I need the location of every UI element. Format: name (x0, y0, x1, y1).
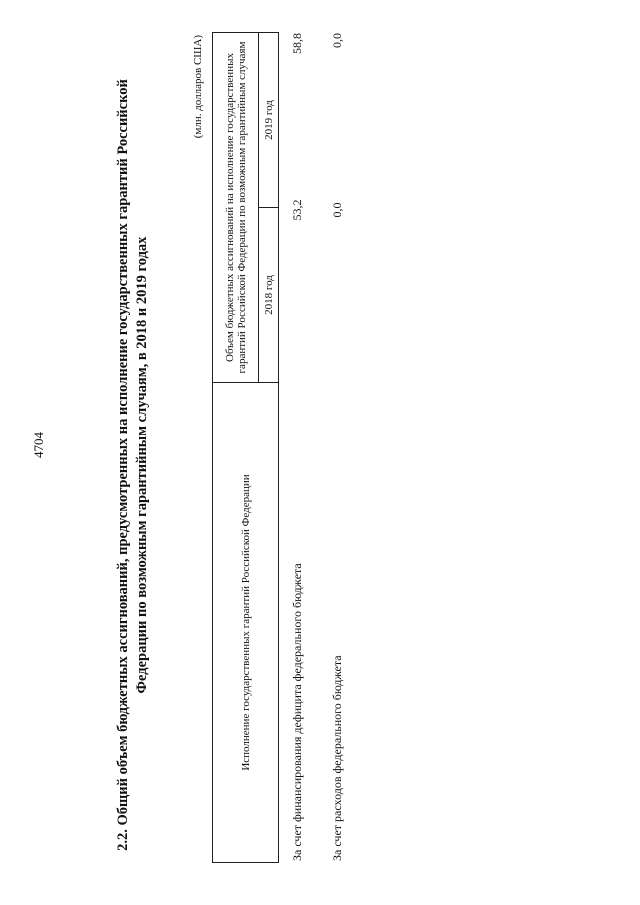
table-row (290, 33, 310, 863)
column-header-2019: 2019 год (259, 32, 279, 207)
value-2019: 0,0 (330, 33, 344, 48)
header-table (212, 32, 279, 863)
value-2018: 53,2 (290, 199, 304, 221)
title-line-1: 2.2. Общий объем бюджетных ассигнований, предусмотренных на исполнение государственных гарантий Российской (115, 79, 131, 851)
value-2018: 0,0 (330, 202, 344, 218)
column-header-2018: 2018 год (259, 208, 279, 383)
title-line-2: Федерации по возможным гарантийным случаям, в 2018 и 2019 годах (134, 236, 150, 694)
row-label: За счет финансирования дефицита федерального бюджета (290, 563, 304, 861)
column-header-volume: Объем бюджетных ассигнований на исполнение государственных гарантий Российской Федерации по возможным гарантийным случаям (213, 32, 259, 382)
table-row (330, 33, 350, 863)
unit-label: (млн. долларов США) (192, 35, 204, 139)
page-number: 4704 (31, 432, 46, 458)
value-2019: 58,8 (290, 33, 304, 54)
row-label: За счет расходов федерального бюджета (330, 655, 344, 861)
section-title (114, 55, 152, 875)
column-header-execution: Исполнение государственных гарантий Российской Федерации (213, 383, 279, 863)
